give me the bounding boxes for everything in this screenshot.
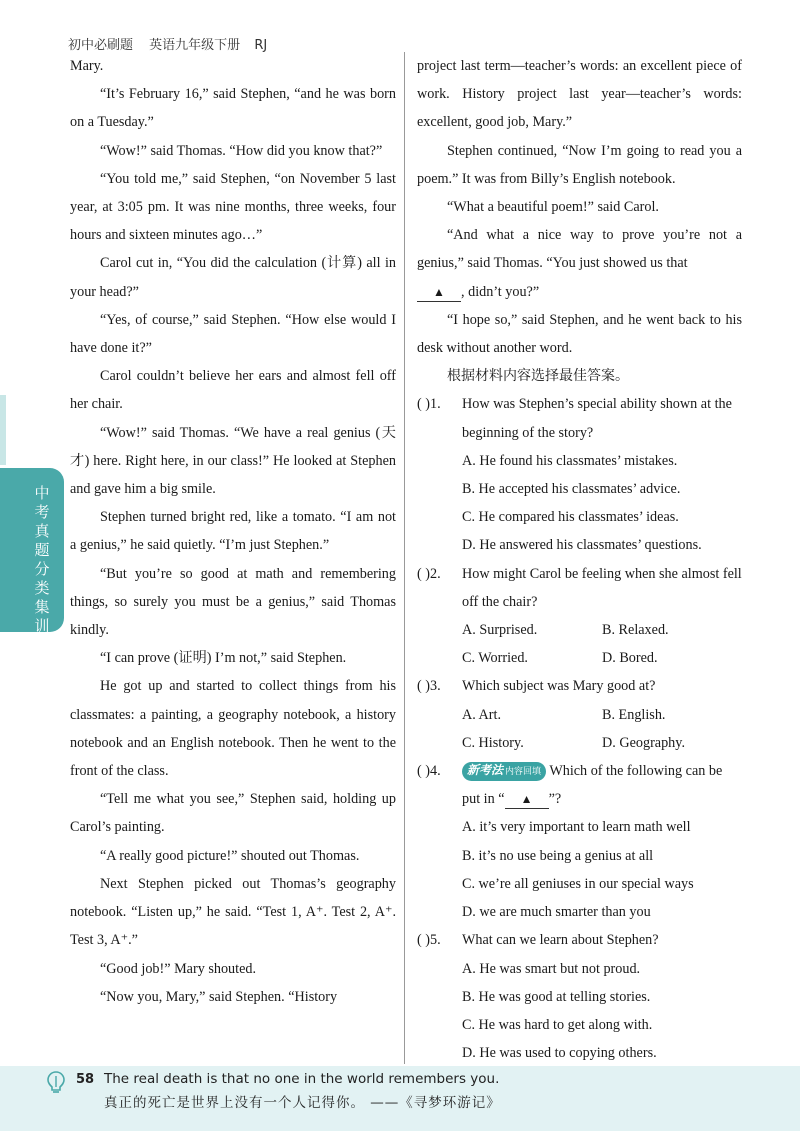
option-row bbox=[417, 616, 742, 644]
side-marker bbox=[0, 395, 6, 465]
answer-blank: ▲ bbox=[417, 283, 461, 302]
badge-sub: 内容回填 bbox=[505, 767, 542, 778]
question-number: ( )4. bbox=[417, 763, 441, 780]
paragraph: “What a beautiful poem!” said Carol. bbox=[447, 199, 659, 216]
option: B. English. bbox=[602, 706, 666, 723]
option: A. Surprised. bbox=[462, 622, 538, 639]
option: D. Bored. bbox=[602, 650, 658, 667]
bulb-icon bbox=[46, 1070, 66, 1094]
option: C. He was hard to get along with. bbox=[462, 1016, 653, 1033]
option: B. it’s no use being a genius at all bbox=[462, 847, 654, 864]
paragraph: “And what a nice way to prove you’re not a genius,” said Thomas. “You just showed us that bbox=[417, 227, 742, 272]
option-row bbox=[417, 644, 742, 672]
option: B. He accepted his classmates’ advice. bbox=[462, 481, 681, 498]
option: B. Relaxed. bbox=[602, 622, 669, 639]
option: A. He was smart but not proud. bbox=[462, 960, 641, 977]
option-row bbox=[417, 701, 742, 729]
question-number: ( )5. bbox=[417, 932, 441, 949]
right-paragraphs bbox=[417, 52, 742, 278]
question-number: ( )2. bbox=[417, 565, 441, 582]
option: B. He was good at telling stories. bbox=[462, 988, 651, 1005]
paragraph: Carol cut in, “You did the calculation (计算) all in your head?” bbox=[70, 255, 396, 300]
paragraph: “I can prove (证明) I’m not,” said Stephen. bbox=[100, 650, 347, 667]
answer-blank-ref: ▲ bbox=[505, 790, 549, 809]
question-text-end: ”? bbox=[548, 791, 562, 808]
blank-line bbox=[417, 278, 742, 306]
question-stem bbox=[417, 560, 742, 616]
side-tab bbox=[0, 468, 64, 635]
option: A. He found his classmates’ mistakes. bbox=[462, 452, 678, 469]
option: C. History. bbox=[462, 734, 524, 751]
side-tab-label: 中考真题分类集训 bbox=[34, 484, 50, 635]
series-name: 初中必刷题 bbox=[68, 38, 134, 53]
quote-english: The real death is that no one in the world remembers you. bbox=[104, 1071, 500, 1087]
page-header bbox=[68, 34, 267, 53]
badge-main: 新考法 bbox=[467, 763, 504, 778]
paragraph: “It’s February 16,” said Stephen, “and he was born on a Tuesday.” bbox=[70, 86, 396, 131]
paragraph: Stephen turned bright red, like a tomato. “I am not a genius,” he said quietly. “I’m just Stephen.” bbox=[70, 509, 396, 554]
option: A. Art. bbox=[462, 706, 502, 723]
paragraph: “A really good picture!” shouted out Thomas. bbox=[100, 847, 360, 864]
option: A. it’s very important to learn math well bbox=[462, 819, 691, 836]
question-number: ( )3. bbox=[417, 678, 441, 695]
paragraph: “Wow!” said Thomas. “How did you know that?” bbox=[100, 142, 383, 159]
new-method-badge bbox=[462, 762, 546, 781]
page-number: 58 bbox=[76, 1072, 95, 1087]
column-divider bbox=[404, 52, 405, 1064]
paragraph: Mary. bbox=[70, 58, 104, 74]
paragraph: project last term—teacher’s words: an excellent piece of work. History project last year—teacher’s words: excellent, good job, Mary.” bbox=[417, 58, 742, 131]
paragraph: “Tell me what you see,” Stephen said, holding up Carol’s painting. bbox=[70, 791, 396, 836]
paragraph: Stephen continued, “Now I’m going to read you a poem.” It was from Billy’s English notebook. bbox=[417, 142, 742, 187]
paragraph: Carol couldn’t believe her ears and almost fell off her chair. bbox=[70, 368, 396, 413]
question-text: Which subject was Mary good at? bbox=[462, 678, 656, 695]
closing-paragraph: “I hope so,” said Stephen, and he went back to his desk without another word. bbox=[417, 311, 742, 357]
paragraph: He got up and started to collect things from his classmates: a painting, a geography notebook, a history notebook and an English notebook. Then he went to the front of the class. bbox=[70, 678, 396, 780]
blank-line-tail: , didn’t you?” bbox=[461, 283, 540, 300]
option: D. we are much smarter than you bbox=[462, 904, 651, 921]
question-text: How might Carol be feeling when she almost fell off the chair? bbox=[462, 565, 742, 610]
question-stem bbox=[417, 390, 742, 446]
paragraph: “You told me,” said Stephen, “on November 5 last year, at 3:05 pm. It was nine months, three weeks, four hours and sixteen minutes ago…” bbox=[70, 170, 396, 244]
left-column bbox=[70, 52, 396, 1011]
option: D. He was used to copying others. bbox=[462, 1045, 657, 1062]
paragraph: Next Stephen picked out Thomas’s geography notebook. “Listen up,” he said. “Test 1, A⁺. Test 2, A⁺. Test 3, A⁺.” bbox=[70, 875, 396, 949]
instruction: 根据材料内容选择最佳答案。 bbox=[447, 368, 629, 385]
questions bbox=[417, 390, 742, 1067]
right-column bbox=[417, 52, 742, 1067]
question-text: How was Stephen’s special ability shown at the beginning of the story? bbox=[462, 396, 732, 441]
paragraph: “Now you, Mary,” said Stephen. “History bbox=[100, 988, 338, 1005]
question-stem bbox=[417, 926, 742, 954]
question-text: Which of the following can be put in “ bbox=[462, 763, 723, 808]
question-stem bbox=[417, 672, 742, 700]
book-title: 英语九年级下册 bbox=[149, 38, 241, 53]
option: D. He answered his classmates’ questions. bbox=[462, 537, 702, 554]
question-stem bbox=[417, 757, 742, 813]
option: C. we’re all geniuses in our special ways bbox=[462, 875, 694, 892]
edition: RJ bbox=[254, 38, 268, 53]
question-number: ( )1. bbox=[417, 396, 441, 413]
page-footer bbox=[0, 1066, 800, 1131]
paragraph: “Yes, of course,” said Stephen. “How else would I have done it?” bbox=[70, 311, 396, 357]
paragraph: “But you’re so good at math and remembering things, so surely you must be a genius,” said Thomas kindly. bbox=[70, 565, 396, 639]
option: C. He compared his classmates’ ideas. bbox=[462, 509, 679, 526]
option: C. Worried. bbox=[462, 650, 528, 667]
quote-chinese: 真正的死亡是世界上没有一个人记得你。 ——《寻梦环游记》 bbox=[104, 1095, 501, 1111]
question-text: What can we learn about Stephen? bbox=[462, 932, 659, 949]
option-row bbox=[417, 729, 742, 757]
paragraph: “Good job!” Mary shouted. bbox=[100, 960, 257, 977]
option: D. Geography. bbox=[602, 734, 685, 751]
paragraph: “Wow!” said Thomas. “We have a real genius (天才) here. Right here, in our class!” He looked at Stephen and gave him a big smile. bbox=[70, 424, 396, 498]
